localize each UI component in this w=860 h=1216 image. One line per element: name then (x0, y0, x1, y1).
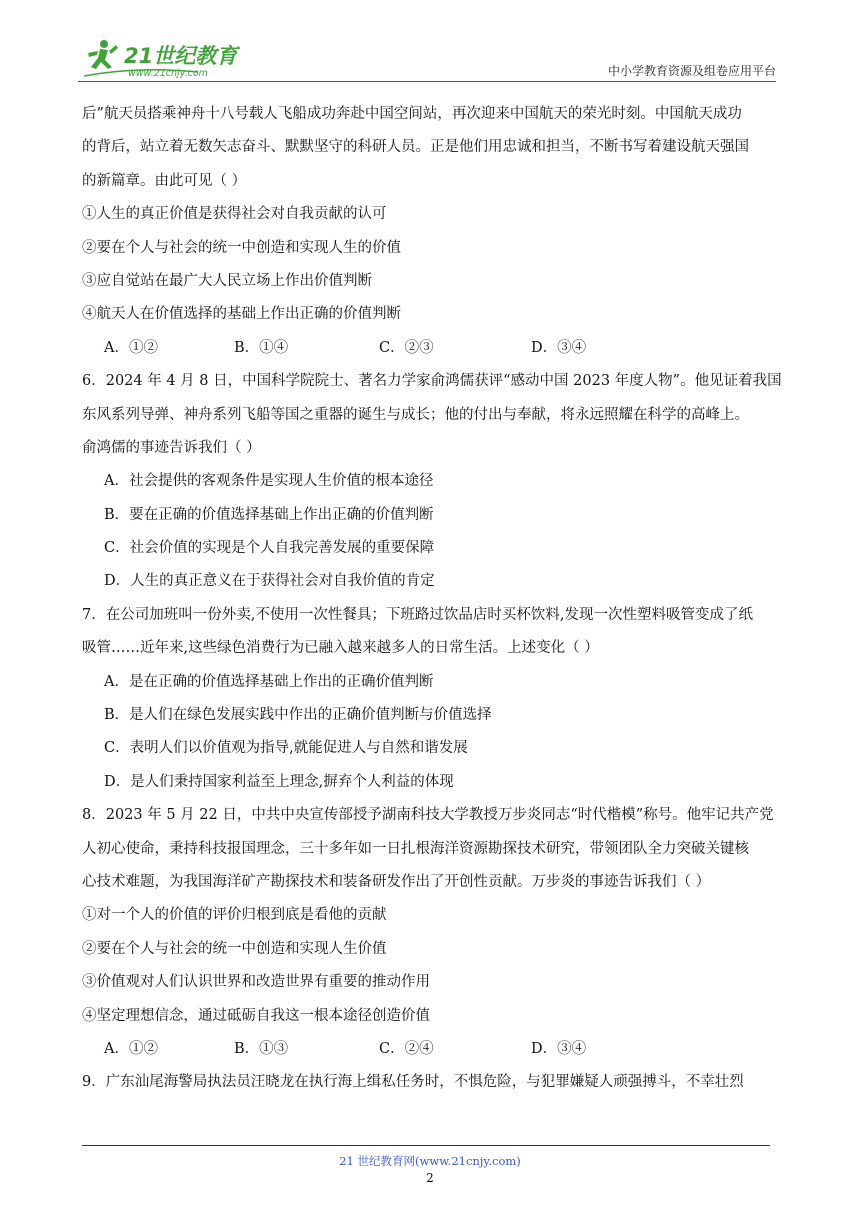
answer-option: A．①② (104, 339, 158, 356)
answer-option: D．③④ (531, 1040, 587, 1057)
option-line: B．要在正确的价值选择基础上作出正确的价值判断 (104, 506, 434, 523)
text-line: 后”航天员搭乘神舟十八号载人飞船成功奔赴中国空间站，再次迎来中国航天的荣光时刻。中国航天成功 (82, 106, 742, 122)
option-line: C．表明人们以价值观为指导,就能促进人与自然和谐发展 (104, 740, 468, 757)
text-line: 人初心使命，秉持科技报国理念，三十多年如一日扎根海洋资源勘探技术研究，带领团队全力突破关键核 (82, 840, 749, 857)
text-line: 东风系列导弹、神舟系列飞船等国之重器的诞生与成长；他的付出与奉献，将永远照耀在科学的高峰上。 (82, 406, 749, 423)
option-line: C．社会价值的实现是个人自我完善发展的重要保障 (104, 540, 435, 557)
answer-option: C．②③ (379, 339, 434, 356)
site-logo (78, 36, 248, 82)
logo-url: www.21cnjy.com (128, 68, 208, 79)
text-line: 心技术难题，为我国海洋矿产勘探技术和装备研发作出了开创性贡献。万步炎的事迹告诉我们（ ） (82, 873, 711, 890)
footer-divider (82, 1145, 770, 1146)
text-line: 的新篇章。由此可见（ ） (82, 172, 247, 189)
page-header (78, 36, 776, 84)
text-line: 9．广东汕尾海警局执法员汪晓龙在执行海上缉私任务时，不惧危险，与犯罪嫌疑人顽强搏斗，不幸壮烈 (82, 1074, 744, 1091)
text-line: 6．2024 年 4 月 8 日，中国科学院院士、著名力学家俞鸿儒获评“感动中国 2023 年度人物”。他见证着我国 (82, 373, 782, 390)
answer-option: A．①② (104, 1040, 158, 1057)
platform-name: 中小学教育资源及组卷应用平台 (607, 64, 776, 78)
document-body (82, 98, 780, 1100)
text-line: ②要在个人与社会的统一中创造和实现人生的价值 (82, 239, 401, 256)
text-line: ①人生的真正价值是获得社会对自我贡献的认可 (82, 206, 387, 223)
answer-options (82, 332, 780, 365)
answer-options (82, 1033, 780, 1066)
answer-option: B．①④ (234, 339, 289, 356)
option-line: A．社会提供的客观条件是实现人生价值的根本途径 (104, 473, 434, 490)
logo-title: 21世纪教育 (124, 44, 238, 68)
answer-option: C．②④ (379, 1040, 434, 1057)
text-line: 8．2023 年 5 月 22 日，中共中央宣传部授予湖南科技大学教授万步炎同志“时代楷模”称号。他牢记共产党 (82, 807, 774, 824)
page-number: 2 (426, 1171, 434, 1185)
text-line: ④坚定理想信念，通过砥砺自我这一根本途径创造价值 (82, 1007, 430, 1024)
text-line: ③应自觉站在最广大人民立场上作出价值判断 (82, 272, 372, 289)
option-line: A．是在正确的价值选择基础上作出的正确价值判断 (104, 673, 434, 690)
text-line: 的背后，站立着无数矢志奋斗、默默坚守的科研人员。正是他们用忠诚和担当，不断书写着建设航天强国 (82, 139, 749, 156)
text-line: ③价值观对人们认识世界和改造世界有重要的推动作用 (82, 974, 430, 991)
option-line: D．是人们秉持国家利益至上理念,摒弃个人利益的体现 (104, 773, 454, 790)
text-line: ②要在个人与社会的统一中创造和实现人生价值 (82, 940, 387, 957)
text-line: ①对一个人的价值的评价归根到底是看他的贡献 (82, 907, 387, 924)
option-line: D．人生的真正意义在于获得社会对自我价值的肯定 (104, 573, 435, 590)
answer-option: D．③④ (531, 339, 587, 356)
text-line: ④航天人在价值选择的基础上作出正确的价值判断 (82, 306, 401, 323)
text-line: 吸管……近年来,这些绿色消费行为已融入越来越多人的日常生活。上述变化（ ） (82, 640, 599, 657)
text-line: 俞鸿儒的事迹告诉我们（ ） (82, 439, 261, 456)
header-divider (78, 81, 776, 82)
answer-option: B．①③ (234, 1040, 289, 1057)
runner-icon (88, 40, 118, 69)
footer-site: 21 世纪教育网(www.21cnjy.com) (339, 1154, 521, 1168)
text-line: 7．在公司加班叫一份外卖,不使用一次性餐具；下班路过饮品店时买杯饮料,发现一次性塑料吸管变成了纸 (82, 606, 753, 623)
option-line: B．是人们在绿色发展实践中作出的正确价值判断与价值选择 (104, 707, 492, 724)
